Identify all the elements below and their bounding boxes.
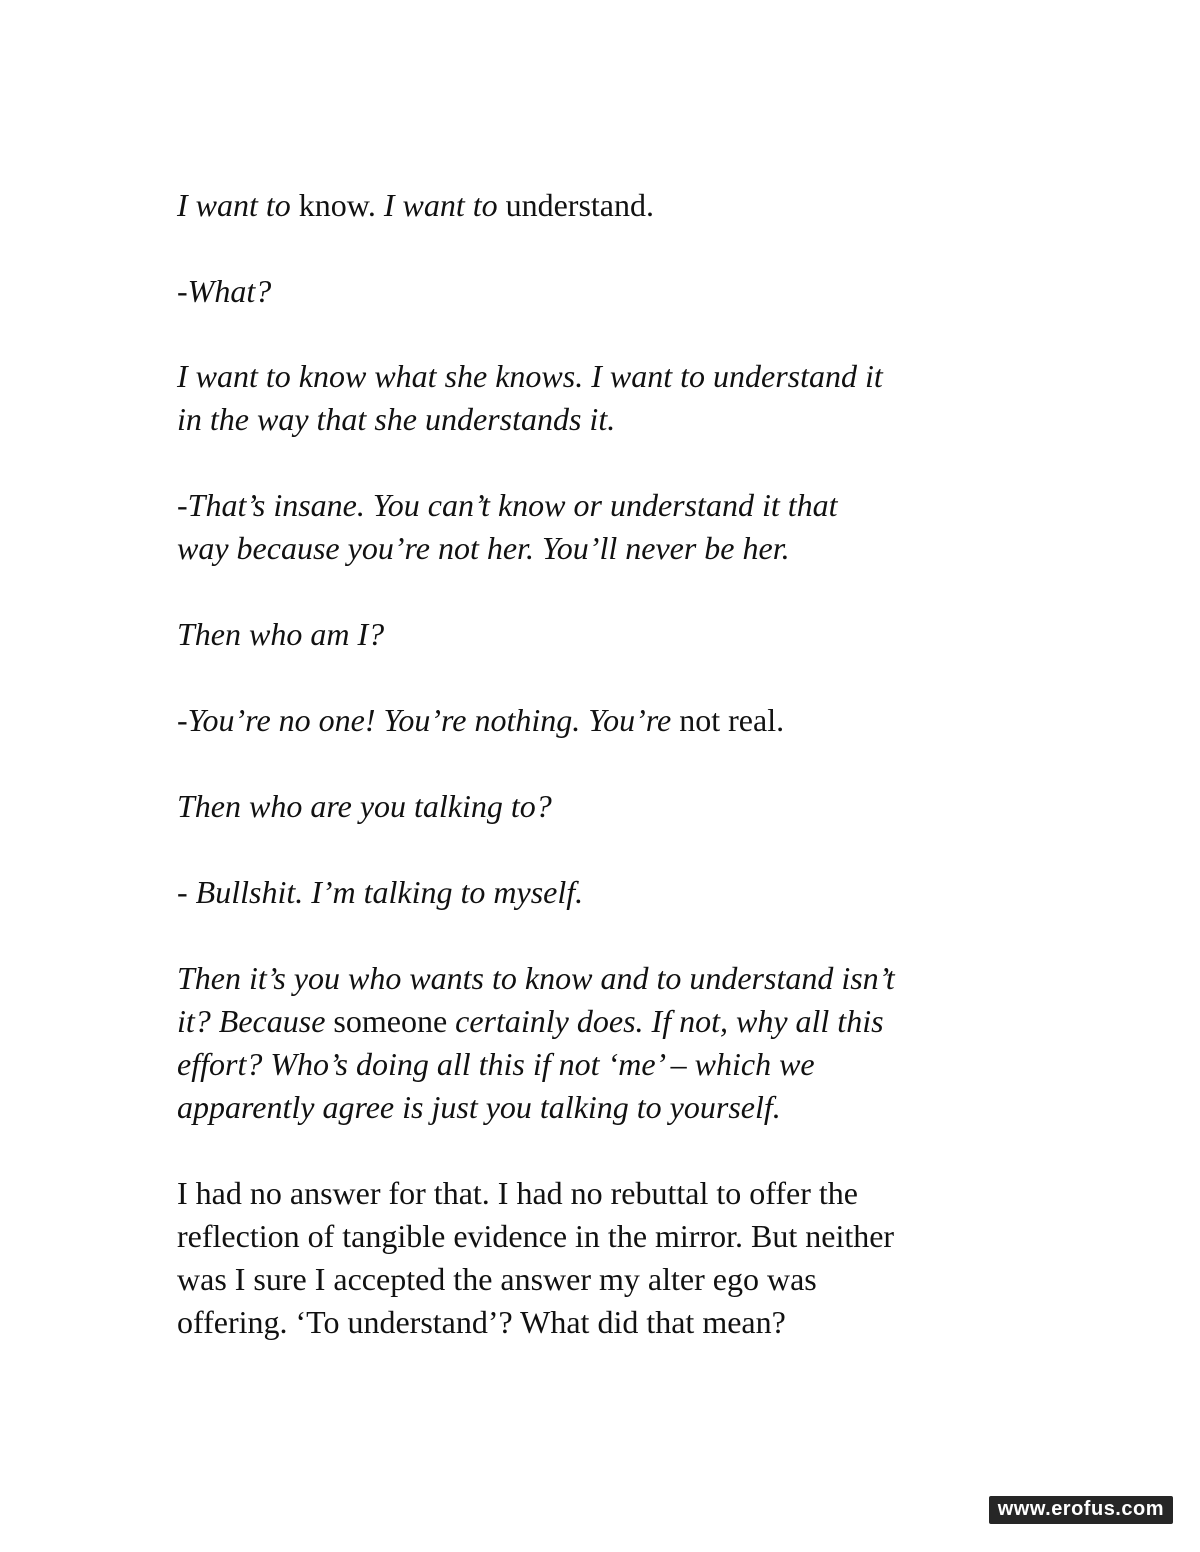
paragraph-9 [177, 957, 1057, 1129]
p1-roman-2: understand. [497, 187, 654, 223]
p2-text: -What? [177, 273, 272, 309]
p9-line-2-italic-a: it? Because [177, 1003, 326, 1039]
p9-line-2-roman: someone [325, 1003, 456, 1039]
p10-line-4: offering. ‘To understand’? What did that mean? [177, 1304, 786, 1340]
paragraph-5 [177, 613, 1057, 656]
body-text [177, 184, 1057, 1387]
paragraph-7 [177, 785, 1057, 828]
p10-line-2: reflection of tangible evidence in the mirror. But neither [177, 1218, 895, 1254]
p3-line-1: I want to know what she knows. I want to understand it [177, 358, 883, 394]
p1-italic-2: I want to [383, 187, 498, 223]
p9-line-3: effort? Who’s doing all this if not ‘me’ – which we [177, 1046, 815, 1082]
p10-line-1: I had no answer for that. I had no rebuttal to offer the [177, 1175, 858, 1211]
p5-text: Then who am I? [177, 616, 385, 652]
p9-line-4: apparently agree is just you talking to yourself. [177, 1089, 781, 1125]
p1-italic-1: I want to [177, 187, 291, 223]
p10-line-3: was I sure I accepted the answer my alter ego was [177, 1261, 817, 1297]
p7-text: Then who are you talking to? [177, 788, 552, 824]
p9-line-1: Then it’s you who wants to know and to understand isn’t [177, 960, 895, 996]
p6-roman: not real. [671, 702, 785, 738]
p3-line-2: in the way that she understands it. [177, 401, 616, 437]
p4-line-1: -That’s insane. You can’t know or understand it that [177, 487, 838, 523]
paragraph-8 [177, 871, 1057, 914]
paragraph-4 [177, 484, 1057, 570]
paragraph-10 [177, 1172, 1057, 1344]
paragraph-2 [177, 270, 1057, 313]
paragraph-3 [177, 355, 1057, 441]
p6-italic: -You’re no one! You’re nothing. You’re [177, 702, 672, 738]
p9-line-2-italic-b: certainly does. If not, why all this [455, 1003, 884, 1039]
p8-text: - Bullshit. I’m talking to myself. [177, 874, 584, 910]
p4-line-2: way because you’re not her. You’ll never be her. [177, 530, 790, 566]
watermark-badge: www.erofus.com [989, 1496, 1173, 1524]
p1-roman-1: know. [290, 187, 384, 223]
paragraph-1 [177, 184, 1057, 227]
paragraph-6 [177, 699, 1057, 742]
